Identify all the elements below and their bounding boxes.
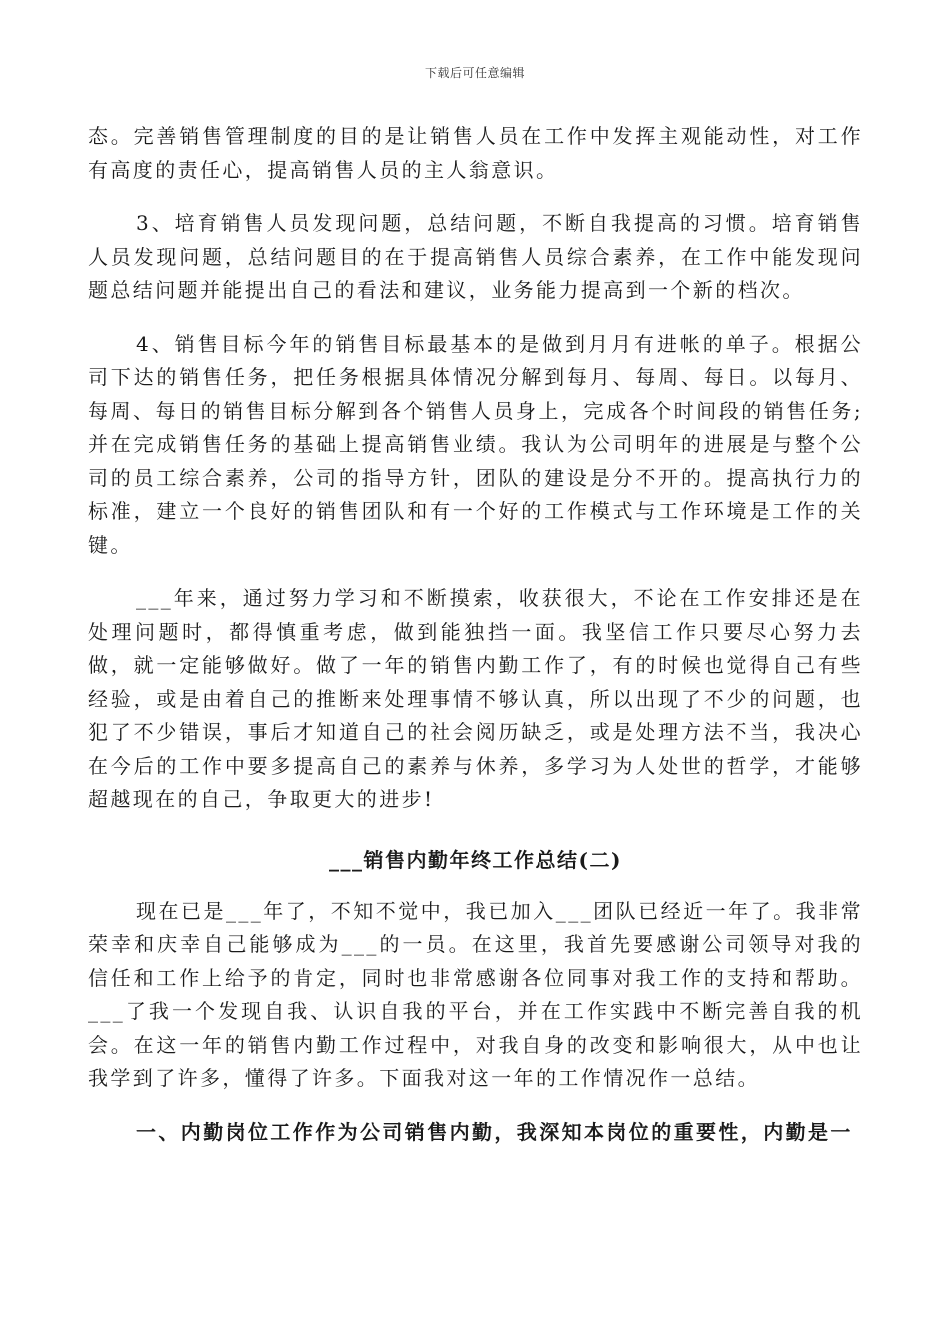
paragraph-summary: ___年来，通过努力学习和不断摸索，收获很大，不论在工作安排还是在处理问题时，都得慎重考虑，做到能独挡一面。我坚信工作只要尽心努力去做，就一定能够做好。做了一年的销售内勤工作了，有的时候也觉得自己有些经验，或是由着自己的推断来处理事情不够认真，所以出现了不少的问题，也犯了不少错误，事后才知道自己的社会阅历缺乏，或是处理方法不当，我决心在今后的工作中要多提高自己的素养与休养，多学习为人处世的哲学，才能够超越现在的自己，争取更大的进步!	[88, 586, 863, 811]
paragraph-item-3: 3、培育销售人员发现问题，总结问题，不断自我提高的习惯。培育销售人员发现问题，总结问题目的在于提高销售人员综合素养，在工作中能发现问题总结问题并能提出自己的看法和建议，业务能力提高到一个新的档次。	[88, 211, 863, 302]
document-body	[88, 120, 863, 1169]
paragraph-intro: 现在已是___年了，不知不觉中，我已加入___团队已经近一年了。我非常荣幸和庆幸自己能够成为___的一员。在这里，我首先要感谢公司领导对我的信任和工作上给予的肯定，同时也非常感谢各位同事对我工作的支持和帮助。___了我一个发现自我、认识自我的平台，并在工作实践中不断完善自我的机会。在这一年的销售内勤工作过程中，对我自身的改变和影响很大，从中也让我学到了许多，懂得了许多。下面我对这一年的工作情况作一总结。	[88, 898, 863, 1090]
paragraph-item-4: 4、销售目标今年的销售目标最基本的是做到月月有进帐的单子。根据公司下达的销售任务，把任务根据具体情况分解到每月、每周、每日。以每月、每周、每日的销售目标分解到各个销售人员身上，完成各个时间段的销售任务;并在完成销售任务的基础上提高销售业绩。我认为公司明年的进展是与整个公司的员工综合素养，公司的指导方针，团队的建设是分不开的。提高执行力的标准，建立一个良好的销售团队和有一个好的工作模式与工作环境是工作的关键。	[88, 331, 863, 557]
paragraph-continuation: 态。完善销售管理制度的目的是让销售人员在工作中发挥主观能动性，对工作有高度的责任心，提高销售人员的主人翁意识。	[88, 124, 863, 182]
page-header: 下载后可任意编辑	[424, 66, 525, 80]
section-heading-1: 一、内勤岗位工作作为公司销售内勤，我深知本岗位的重要性，内勤是一	[136, 1119, 853, 1144]
section-title: ___销售内勤年终工作总结(二)	[329, 847, 622, 872]
